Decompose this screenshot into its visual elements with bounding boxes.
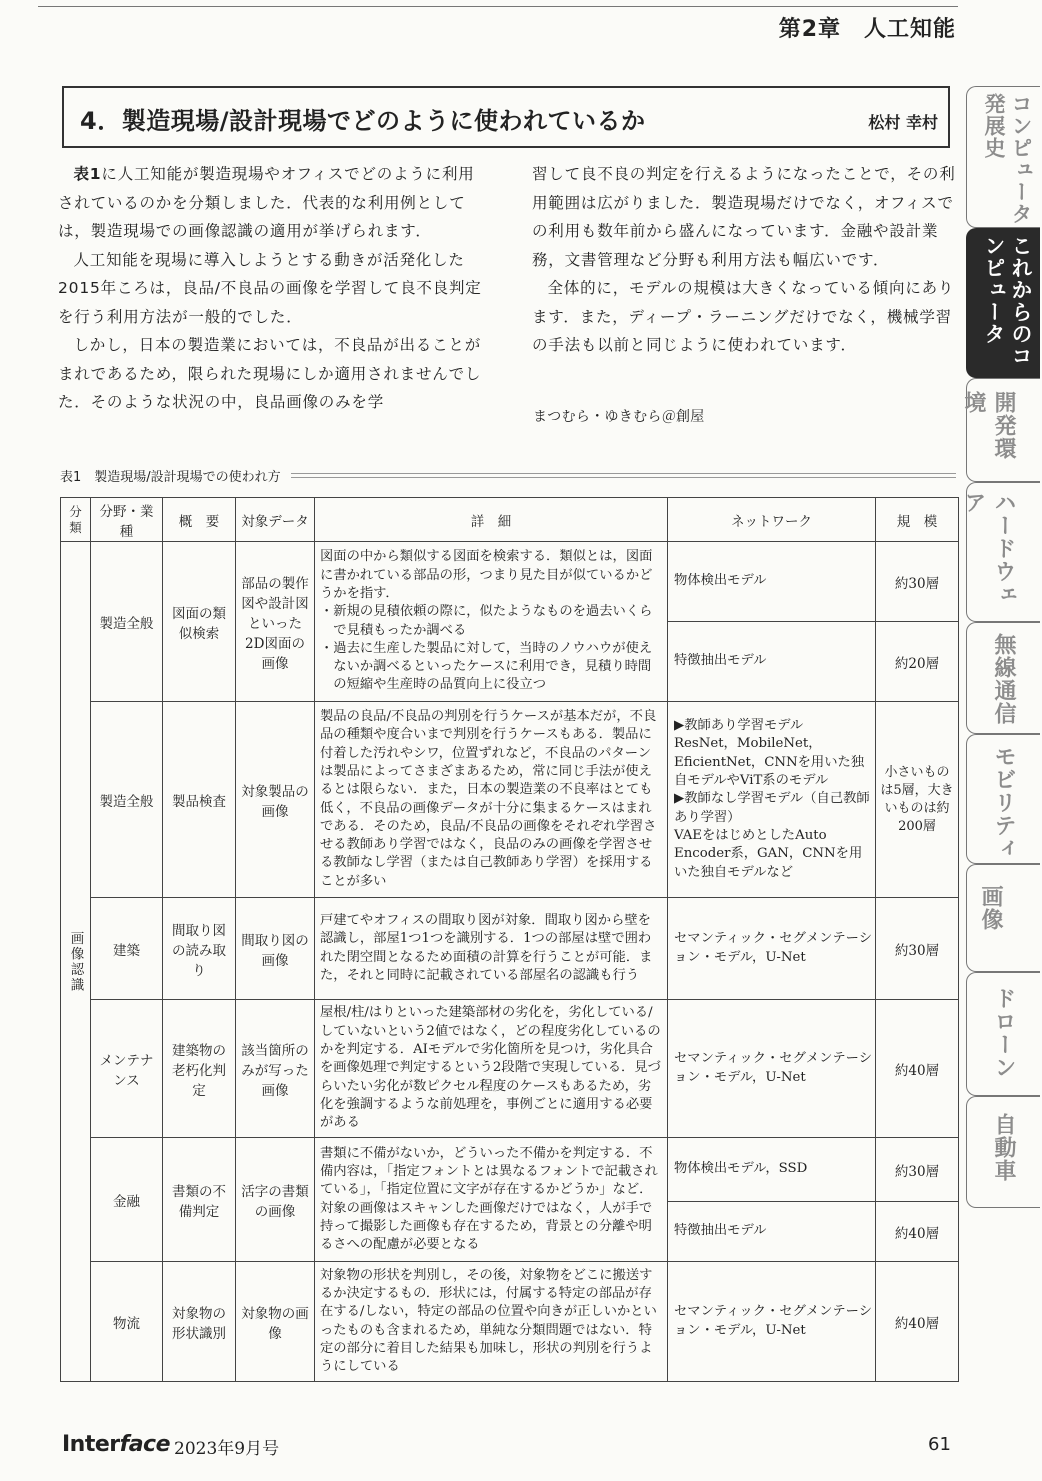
logo-part: Inter (62, 1432, 120, 1457)
body-column-left (58, 160, 490, 417)
tab-label: モビリティ (991, 745, 1016, 860)
header-scale: 規 模 (876, 498, 959, 542)
target-cell: 活字の書類の画像 (236, 1138, 315, 1262)
chapter-heading: 第2章 人工知能 (778, 17, 956, 42)
target-cell: 該当箇所のみが写った画像 (236, 1000, 315, 1138)
tab-dev-environment[interactable] (961, 378, 1040, 482)
body-column-right (532, 160, 956, 360)
field-cell: 製造全般 (91, 542, 163, 702)
overview-cell: 間取り図の読み取り (163, 898, 236, 1000)
author-signature: まつむら・ゆきむら＠創屋 (533, 409, 705, 425)
table-row (61, 898, 959, 1000)
network-cell: 物体検出モデル，SSD (668, 1138, 876, 1202)
network-line: ResNet，MobileNet，EficientNet，CNNを用いた独自モデルやViT系のモデル (674, 736, 865, 789)
field-cell: 物流 (91, 1262, 163, 1382)
tab-label: ハードウェア (961, 491, 1016, 606)
table-row (61, 1262, 959, 1382)
network-cell: セマンティック・セグメンテーション・モデル，U-Net (668, 1262, 876, 1382)
tab-hardware[interactable] (961, 482, 1040, 622)
header-field: 分野・業種 (91, 498, 163, 542)
tab-label: コンピュータ発展史 (982, 93, 1033, 225)
table-row (61, 702, 959, 898)
network-cell: セマンティック・セグメンテーション・モデル，U-Net (668, 1000, 876, 1138)
detail-cell: 書類に不備がないか，どういった不備かを判定する．不備内容は，「指定フォントとは異なるフォントで記載されている」，「指定位置に文字が存在するかどうか」など．対象の画像はスキャンした画像だけではなく，人が手で持って撮影した画像も存在するため，背景との分離や明るさへの配慮が必要となる (315, 1138, 668, 1262)
network-cell (668, 702, 876, 898)
detail-bullet: ・過去に生産した製品に対して，当時のノウハウが使えないか調べるといったケースに利用でき，見積り時間の短縮や生産時の品質向上に役立つ (320, 640, 653, 693)
tab-wireless[interactable] (966, 622, 1040, 734)
tab-label: これからのコンピュータ (982, 235, 1033, 367)
tab-mobility[interactable] (966, 734, 1040, 864)
scale-cell: 約30層 (876, 542, 959, 622)
field-cell: 金融 (91, 1138, 163, 1262)
tab-drone[interactable] (966, 972, 1040, 1096)
issue-date: 2023年9月号 (174, 1439, 280, 1459)
page-number: 61 (928, 1434, 951, 1455)
target-cell: 対象製品の画像 (236, 702, 315, 898)
scale-cell: 約30層 (876, 1138, 959, 1202)
detail-cell (315, 542, 668, 702)
network-cell: 特徴抽出モデル (668, 1202, 876, 1262)
overview-cell: 製品検査 (163, 702, 236, 898)
usage-table (60, 497, 959, 1382)
target-cell: 対象物の画像 (236, 1262, 315, 1382)
paragraph-3: しかし，日本の製造業においては，不良品が出ることがまれであるため，限られた現場にしか適用されませんでした．そのような状況の中，良品画像のみを学 (58, 336, 482, 411)
tab-label: 開発環境 (961, 391, 1016, 460)
tab-label: 自動車 (991, 1113, 1016, 1182)
section-author: 松村 幸村 (868, 113, 938, 132)
section-title: 4．製造現場/設計現場でどのように使われているか (80, 107, 646, 135)
network-cell: 特徴抽出モデル (668, 622, 876, 702)
scale-cell: 約40層 (876, 1202, 959, 1262)
magazine-logo (62, 1432, 170, 1457)
table-row (61, 1000, 959, 1138)
tab-image[interactable] (966, 864, 1040, 972)
tab-automobile[interactable] (966, 1096, 1040, 1208)
field-cell: メンテナンス (91, 1000, 163, 1138)
detail-bullet: ・新規の見積依頼の際に，似たようなものを過去いくらで見積もったか調べる (320, 604, 653, 638)
table-row (61, 1138, 959, 1202)
detail-cell: 屋根/柱/はりといった建築部材の劣化を，劣化している/していないという2値ではなく，どの程度劣化しているのかを判定する．AIモデルで劣化箇所を見つけ，劣化具合を画像処理で判定するという2段階で実現している．見づらいたい劣化が数ピクセル程度のケースもあるため，劣化を強調するような前処理を，事例ごとに適用する必要がある (315, 1000, 668, 1138)
tab-computer-history[interactable] (966, 86, 1040, 228)
paragraph-1 (58, 160, 490, 246)
scale-cell: 約30層 (876, 898, 959, 1000)
overview-cell: 対象物の形状識別 (163, 1262, 236, 1382)
detail-cell: 対象物の形状を判別し，その後，対象物をどこに搬送するか決定するもの．形状には，付属する特定の部品が存在する/しない，特定の部品の位置や向きが正しいかといったものも含まれるため，単純な分類問題ではない．特定の部分に着目した結果も加味し，形状の判別を行うようにしている (315, 1262, 668, 1382)
detail-cell: 戸建てやオフィスの間取り図が対象．間取り図から壁を認識し，部屋1つ1つを識別する．1つの部屋は壁で囲われた閉空間となるため面積の計算を行うことが可能．また，それと同時に記載されている部屋名の認識も行う (315, 898, 668, 1000)
header-target: 対象データ (236, 498, 315, 542)
target-cell: 間取り図の画像 (236, 898, 315, 1000)
network-line: ▶教師あり学習モデル (674, 718, 804, 734)
tab-label: 無線通信 (991, 633, 1016, 725)
table-header-row (61, 498, 959, 542)
table-caption (60, 466, 956, 485)
tab-label: 画像 (978, 885, 1003, 931)
target-cell: 部品の製作図や設計図といった2D図面の画像 (236, 542, 315, 702)
paragraph-4: 全体的に，モデルの規模は大きくなっている傾向にあります．また，ディープ・ラーニングだけでなく，機械学習の手法も以前と同じように使われています． (532, 279, 955, 354)
network-cell: 物体検出モデル (668, 542, 876, 622)
header-overview: 概 要 (163, 498, 236, 542)
top-rule (38, 6, 958, 7)
tab-label: ドローン (991, 987, 1016, 1079)
network-line: ▶教師なし学習モデル（自己教師あり学習） (674, 791, 870, 825)
table-reference: 表1 (73, 165, 102, 183)
header-network: ネットワーク (668, 498, 876, 542)
header-category: 分類 (61, 498, 91, 542)
paragraph-2: 人工知能を現場に導入しようとする動きが活発化した2015年ころは，良品/不良品の画像を学習して良不良判定を行う利用方法が一般的でした． (58, 250, 482, 326)
scale-cell: 約40層 (876, 1262, 959, 1382)
detail-intro: 図面の中から類似する図面を検索する．類似とは，図面に書かれている部品の形，つまり見た目が似ているかどうかを指す． (320, 549, 653, 601)
network-cell: セマンティック・セグメンテーション・モデル，U-Net (668, 898, 876, 1000)
overview-cell: 図面の類似検索 (163, 542, 236, 702)
detail-cell: 製品の良品/不良品の判別を行うケースが基本だが，不良品の種類や度合いまで判別を行うケースもある．製品に付着した汚れやシワ，位置ずれなど，不良品のパターンは製品によってさまざまあるため，常に同じ手法が使えるとは限らない．また，日本の製造業の不良率はとても低く，不良品の画像データが十分に集まるケースはまれである．そのため，良品/不良品の画像をそれぞれ学習させる教師あり学習ではなく，良品のみの画像を学習させる教師なし学習（または自己教師あり学習）を採用することが多い (315, 702, 668, 898)
section-heading-box (62, 86, 950, 148)
overview-cell: 建築物の老朽化判定 (163, 1000, 236, 1138)
logo-part: face (119, 1432, 171, 1457)
category-cell: 画像認識 (61, 542, 91, 1382)
scale-cell: 小さいものは5層，大きいものは約200層 (876, 702, 959, 898)
field-cell: 建築 (91, 898, 163, 1000)
overview-cell: 書類の不備判定 (163, 1138, 236, 1262)
table-caption-text: 表1 製造現場/設計現場での使われ方 (60, 470, 281, 485)
paragraph-1-text: に人工知能が製造現場やオフィスでどのように利用されているのかを分類しました．代表的な利用例としては，製造現場での画像認識の適用が挙げられます． (58, 165, 475, 240)
header-detail: 詳 細 (315, 498, 668, 542)
caption-rule (291, 473, 956, 478)
scale-cell: 約40層 (876, 1000, 959, 1138)
scale-cell: 約20層 (876, 622, 959, 702)
table-row (61, 542, 959, 622)
tab-future-computer[interactable] (966, 228, 1040, 378)
field-cell: 製造全般 (91, 702, 163, 898)
paragraph-3-continued: 習して良不良の判定を行えるようになったことで，その利用範囲は広がりました．製造現場だけでなく，オフィスでの利用も数年前から盛んになっています．金融や設計業務，文書管理など分野も利用方法も幅広いです． (532, 165, 956, 269)
network-line: VAEをはじめとしたAuto Encoder系，GAN，CNNを用いた独自モデルなど (674, 827, 863, 880)
